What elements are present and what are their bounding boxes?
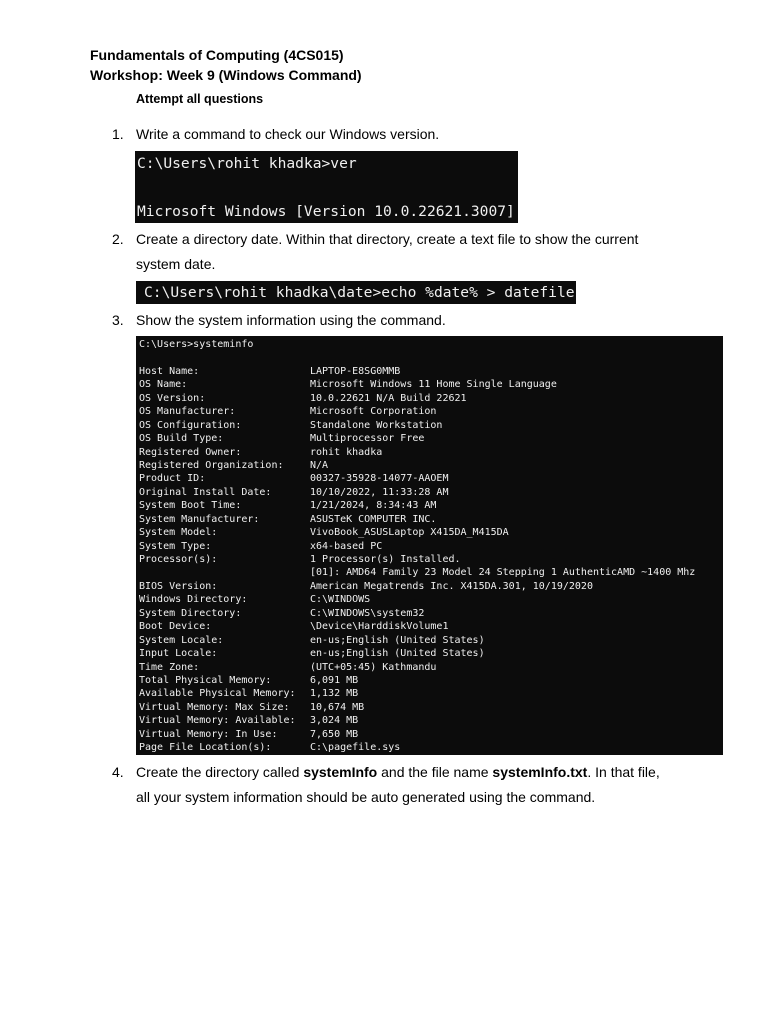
systeminfo-value: 10/10/2022, 11:33:28 AM bbox=[310, 486, 449, 498]
question-text: Create the directory called systemInfo and the file name systemInfo.txt. In that file, all your system information should be auto generated using the command. bbox=[136, 764, 660, 805]
systeminfo-value: 6,091 MB bbox=[310, 674, 359, 686]
systeminfo-label: System Boot Time: bbox=[139, 500, 242, 512]
systeminfo-row bbox=[139, 378, 723, 391]
systeminfo-row bbox=[139, 419, 723, 432]
systeminfo-value: 3,024 MB bbox=[310, 715, 359, 727]
systeminfo-label: OS Version: bbox=[139, 392, 206, 404]
systeminfo-value: 00327-35928-14077-AAOEM bbox=[310, 473, 449, 485]
keyword-filename: systemInfo.txt bbox=[492, 764, 588, 780]
systeminfo-value: Standalone Workstation bbox=[310, 419, 443, 431]
systeminfo-value: ASUSTeK COMPUTER INC. bbox=[310, 513, 437, 525]
systeminfo-label: Page File Location(s): bbox=[139, 742, 272, 754]
systeminfo-value: en-us;English (United States) bbox=[310, 634, 485, 646]
systeminfo-row bbox=[139, 499, 723, 512]
workshop-title: Workshop: Week 9 (Windows Command) bbox=[90, 67, 362, 83]
systeminfo-label: Boot Device: bbox=[139, 621, 212, 633]
question-number: 2. bbox=[112, 231, 124, 247]
systeminfo-row bbox=[139, 553, 723, 566]
systeminfo-value: 10.0.22621 N/A Build 22621 bbox=[310, 392, 467, 404]
systeminfo-value: LAPTOP-E8SG0MMB bbox=[310, 365, 401, 377]
systeminfo-label: Virtual Memory: Available: bbox=[139, 715, 296, 727]
systeminfo-row bbox=[139, 446, 723, 459]
systeminfo-value: x64-based PC bbox=[310, 540, 383, 552]
systeminfo-row bbox=[139, 593, 723, 606]
systeminfo-value: 10,674 MB bbox=[310, 701, 365, 713]
systeminfo-row bbox=[139, 687, 723, 700]
terminal-prompt: C:\Users\rohit khadka\date>echo %date% > datefile bbox=[144, 284, 575, 301]
systeminfo-label: Original Install Date: bbox=[139, 486, 272, 498]
question-text: Show the system information using the command. bbox=[136, 312, 446, 328]
question-text: Create a directory date. Within that directory, create a text file to show the current system date. bbox=[136, 231, 639, 272]
systeminfo-label: System Directory: bbox=[139, 607, 242, 619]
terminal-systeminfo-screenshot bbox=[136, 336, 723, 755]
systeminfo-row bbox=[139, 459, 723, 472]
keyword-directory: systemInfo bbox=[303, 764, 378, 780]
systeminfo-value: 1/21/2024, 8:34:43 AM bbox=[310, 500, 437, 512]
systeminfo-label: Product ID: bbox=[139, 473, 206, 485]
terminal-date-screenshot bbox=[136, 281, 576, 304]
systeminfo-label: Registered Organization: bbox=[139, 459, 284, 471]
systeminfo-row bbox=[139, 714, 723, 727]
systeminfo-value: Microsoft Windows 11 Home Single Language bbox=[310, 379, 557, 391]
systeminfo-value: 7,650 MB bbox=[310, 728, 359, 740]
systeminfo-value: C:\WINDOWS\system32 bbox=[310, 607, 425, 619]
systeminfo-row bbox=[139, 728, 723, 741]
systeminfo-row bbox=[139, 526, 723, 539]
systeminfo-value: en-us;English (United States) bbox=[310, 648, 485, 660]
systeminfo-label: Total Physical Memory: bbox=[139, 674, 272, 686]
systeminfo-value: \Device\HarddiskVolume1 bbox=[310, 621, 449, 633]
systeminfo-label: Virtual Memory: In Use: bbox=[139, 728, 278, 740]
systeminfo-row bbox=[139, 513, 723, 526]
systeminfo-label: System Manufacturer: bbox=[139, 513, 260, 525]
systeminfo-label: BIOS Version: bbox=[139, 580, 218, 592]
systeminfo-row bbox=[139, 620, 723, 633]
systeminfo-row bbox=[139, 432, 723, 445]
systeminfo-label: System Type: bbox=[139, 540, 212, 552]
systeminfo-label: System Model: bbox=[139, 527, 218, 539]
systeminfo-value: Microsoft Corporation bbox=[310, 406, 437, 418]
terminal-ver-screenshot bbox=[135, 151, 518, 223]
systeminfo-row bbox=[139, 566, 723, 579]
systeminfo-row bbox=[139, 701, 723, 714]
instruction-text: Attempt all questions bbox=[136, 92, 264, 106]
systeminfo-label: System Locale: bbox=[139, 634, 224, 646]
systeminfo-value: [01]: AMD64 Family 23 Model 24 Stepping 1 AuthenticAMD ~1400 Mhz bbox=[310, 567, 696, 579]
systeminfo-value: 1,132 MB bbox=[310, 688, 359, 700]
systeminfo-row bbox=[139, 634, 723, 647]
systeminfo-row bbox=[139, 365, 723, 378]
systeminfo-label: Virtual Memory: Max Size: bbox=[139, 701, 290, 713]
terminal-output: Microsoft Windows [Version 10.0.22621.3007] bbox=[137, 203, 515, 220]
document-header bbox=[90, 45, 362, 85]
systeminfo-label: Input Locale: bbox=[139, 648, 218, 660]
systeminfo-label: Host Name: bbox=[139, 365, 200, 377]
systeminfo-label: Registered Owner: bbox=[139, 446, 242, 458]
systeminfo-value: Multiprocessor Free bbox=[310, 433, 425, 445]
systeminfo-row bbox=[139, 405, 723, 418]
systeminfo-value: 1 Processor(s) Installed. bbox=[310, 554, 461, 565]
systeminfo-row bbox=[139, 392, 723, 405]
terminal-prompt: C:\Users>systeminfo bbox=[139, 339, 254, 350]
systeminfo-output bbox=[139, 365, 723, 755]
systeminfo-value: C:\pagefile.sys bbox=[310, 742, 401, 754]
systeminfo-value: C:\WINDOWS bbox=[310, 594, 371, 606]
systeminfo-value: rohit khadka bbox=[310, 446, 383, 458]
systeminfo-label: Time Zone: bbox=[139, 661, 200, 673]
systeminfo-row bbox=[139, 540, 723, 553]
systeminfo-row bbox=[139, 472, 723, 485]
systeminfo-row bbox=[139, 661, 723, 674]
systeminfo-row bbox=[139, 580, 723, 593]
systeminfo-label: Available Physical Memory: bbox=[139, 688, 296, 700]
systeminfo-label: OS Configuration: bbox=[139, 419, 242, 431]
systeminfo-label: OS Manufacturer: bbox=[139, 406, 236, 418]
systeminfo-value: VivoBook_ASUSLaptop X415DA_M415DA bbox=[310, 527, 509, 539]
systeminfo-label: OS Name: bbox=[139, 379, 188, 391]
systeminfo-row bbox=[139, 607, 723, 620]
systeminfo-label: OS Build Type: bbox=[139, 433, 224, 445]
systeminfo-row bbox=[139, 647, 723, 660]
question-number: 3. bbox=[112, 312, 124, 328]
systeminfo-row bbox=[139, 486, 723, 499]
systeminfo-value: American Megatrends Inc. X415DA.301, 10/19/2020 bbox=[310, 580, 593, 592]
systeminfo-label: Windows Directory: bbox=[139, 594, 248, 606]
systeminfo-label: Processor(s): bbox=[139, 554, 218, 565]
question-number: 1. bbox=[112, 126, 124, 142]
systeminfo-row bbox=[139, 674, 723, 687]
systeminfo-value: (UTC+05:45) Kathmandu bbox=[310, 661, 437, 673]
systeminfo-row bbox=[139, 741, 723, 754]
question-text: Write a command to check our Windows version. bbox=[136, 126, 440, 142]
systeminfo-value: N/A bbox=[310, 459, 329, 471]
course-title: Fundamentals of Computing (4CS015) bbox=[90, 47, 344, 63]
terminal-prompt: C:\Users\rohit khadka>ver bbox=[137, 155, 357, 172]
question-number: 4. bbox=[112, 764, 124, 780]
